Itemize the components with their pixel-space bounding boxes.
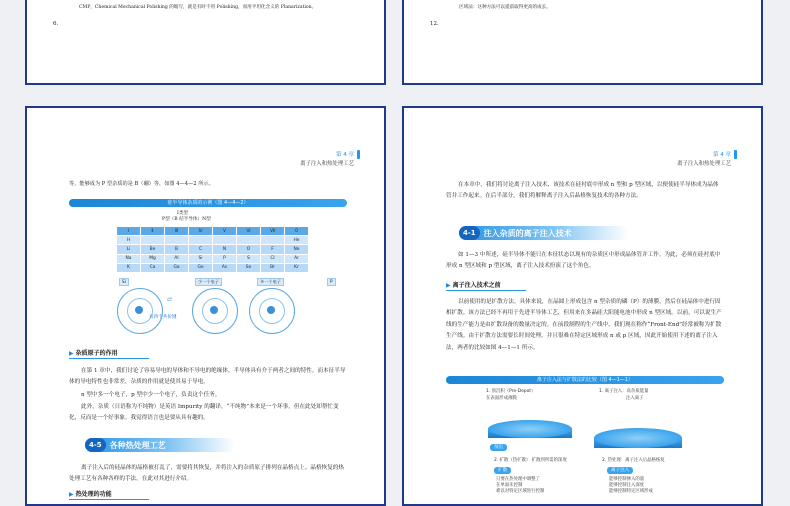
element-cell: Mg bbox=[141, 254, 165, 263]
element-cell: He bbox=[285, 236, 309, 245]
section-heading bbox=[85, 438, 235, 452]
element-cell: Li bbox=[117, 245, 141, 254]
element-cell: C bbox=[189, 245, 213, 254]
element-cell bbox=[261, 236, 285, 245]
figure-bullet: 能够控制掺入的量 bbox=[609, 477, 645, 482]
atom-label-hole: 少一个电子 bbox=[195, 278, 222, 286]
element-cell: Na bbox=[117, 254, 141, 263]
figure-bullet: 能够控制特定区域形成 bbox=[609, 489, 653, 494]
body-paragraph: 如 1—3 中所述，硅半导体不能只在本征状态以现有的杂质区中形成晶体管并工作。为此，必须在硅衬底中形成 n 型区域和 p 型区域，离子注入技术扮演了这个角色。 bbox=[446, 252, 721, 270]
group-header: Ⅳ bbox=[189, 227, 213, 236]
page-left bbox=[25, 106, 386, 506]
periodic-table bbox=[116, 226, 309, 273]
atom-nucleus bbox=[210, 306, 218, 314]
footnote-text: CMP，Chemical Mechanical Polishing 的缩写，就是有时不用 Polishing，而用平坦化含义的 Planarization。 bbox=[79, 5, 317, 10]
chapter-marker-icon bbox=[357, 150, 360, 159]
group-header: 0 bbox=[285, 227, 309, 236]
figure-label: 1. 离子注入：高杂质能量 bbox=[599, 389, 649, 394]
intro-text: 等，能够成为 P 型杂质的是 B（硼）等，如图 4—4—2 所示。 bbox=[69, 181, 214, 187]
element-cell: Al bbox=[165, 254, 189, 263]
element-cell: Ga bbox=[165, 263, 189, 272]
atom-label-si: Si bbox=[119, 278, 129, 286]
chapter-label: 第 4 章 bbox=[336, 152, 354, 158]
process-tag: 离子注入 bbox=[607, 467, 633, 474]
page-number: 12. bbox=[430, 21, 439, 27]
element-cell: N bbox=[213, 245, 237, 254]
periodic-table-row bbox=[117, 245, 309, 254]
figure-bullet: 在单面未控制 bbox=[496, 483, 523, 488]
figure-legend-top: Ⅰ类型 bbox=[177, 211, 189, 216]
section-title: 注入杂质的离子注入技术 bbox=[483, 228, 572, 238]
sub-heading bbox=[69, 489, 149, 500]
chapter-title: 离子注入和热处理工艺 bbox=[677, 161, 731, 167]
page-right bbox=[402, 106, 763, 506]
element-cell: Kr bbox=[285, 263, 309, 272]
atom-nucleus bbox=[135, 306, 143, 314]
heading-arrow-icon: ▶ bbox=[69, 350, 74, 357]
wafer-icon bbox=[488, 420, 572, 438]
sub-heading-text: 热处理的功能 bbox=[75, 491, 112, 498]
group-header: Ⅶ bbox=[261, 227, 285, 236]
element-cell: Si bbox=[189, 254, 213, 263]
element-cell: Br bbox=[261, 263, 285, 272]
chapter-marker-icon bbox=[734, 150, 737, 159]
figure-label: 2. 热处理：离子注入后晶格恢复 bbox=[602, 458, 665, 463]
body-paragraph: 此外，杂质（日语称为不纯物）是英语 Impurity 的翻译，“不纯物”本来是一个坏事，但在此处却帮忙变化，反而是一个好事象。我觉得语言也是要从具有趣的。 bbox=[69, 404, 339, 422]
sub-heading-text: 杂质原子的作用 bbox=[75, 350, 118, 357]
atom-label-extra: 多一个电子 bbox=[257, 278, 284, 286]
figure-bullet: 能够控制注入深度 bbox=[609, 483, 645, 488]
element-cell bbox=[141, 236, 165, 245]
page-top-right bbox=[402, 0, 763, 85]
atom-nucleus bbox=[267, 306, 275, 314]
process-tag: 预沉 bbox=[490, 444, 507, 451]
figure-label: 注入离子 bbox=[626, 396, 644, 401]
atom-caption: 有四个共价键 bbox=[149, 315, 177, 320]
element-cell: H bbox=[117, 236, 141, 245]
group-header: Ⅴ bbox=[213, 227, 237, 236]
periodic-table-row bbox=[117, 254, 309, 263]
element-cell: S bbox=[237, 254, 261, 263]
element-cell: F bbox=[261, 245, 285, 254]
group-header: Ⅵ bbox=[237, 227, 261, 236]
figure-title-bar: 硅半导体杂质的示例（图 4—4—2） bbox=[69, 199, 347, 207]
element-cell: Ne bbox=[285, 245, 309, 254]
group-header: Ⅰ bbox=[117, 227, 141, 236]
element-cell: K bbox=[117, 263, 141, 272]
element-cell: As bbox=[213, 263, 237, 272]
body-paragraph: 离子注入后的硅晶体的晶格被打乱了，需要将其恢复，并将注入的杂质原子排列在晶格点上。晶格恢复的热处理工艺有各种各样的手法，在此对其进行介绍。 bbox=[69, 465, 344, 483]
element-cell: Se bbox=[237, 263, 261, 272]
element-cell: Ge bbox=[189, 263, 213, 272]
process-tag: 扩散 bbox=[494, 467, 511, 474]
element-cell: Cl bbox=[261, 254, 285, 263]
body-paragraph: n 型中多一个电子，p 型中少一个电子，负责这个任务。 bbox=[81, 392, 221, 398]
footnote-text: 区域法：这种方法可以提前取得更高的成长。 bbox=[459, 5, 551, 10]
figure-bullet: 难以对特定区域进行控制 bbox=[496, 489, 545, 494]
section-heading bbox=[459, 226, 629, 240]
figure-label: 2. 扩散（热扩散） 扩散到所需的深度 bbox=[494, 458, 567, 463]
atom-connector-icon: ⇄ bbox=[167, 296, 173, 303]
wafer-icon bbox=[594, 428, 682, 448]
figure-bullet: 只要在热处理中调整了 bbox=[496, 477, 540, 482]
heading-arrow-icon: ▶ bbox=[69, 491, 74, 498]
figure-legend-sub: P型（B 结半导体）N型 bbox=[162, 217, 211, 222]
figure-title-bar: 离子注入法与扩散法的比较（图 4—1—1） bbox=[446, 376, 724, 384]
body-paragraph: 在第 1 章中，我们讨论了容易导电的导体和不导电的绝缘体，半导体具有介于两者之间的特性。而本征半导体的导电特性也非常差，杂质的作用就是使其易于导电。 bbox=[69, 368, 346, 386]
chapter-label: 第 4 章 bbox=[713, 152, 731, 158]
element-cell: P bbox=[213, 254, 237, 263]
heading-arrow-icon: ▶ bbox=[446, 282, 451, 289]
group-header: Ⅲ bbox=[165, 227, 189, 236]
page-number: 6. bbox=[53, 21, 59, 27]
chapter-title: 离子注入和热处理工艺 bbox=[300, 161, 354, 167]
element-cell bbox=[237, 236, 261, 245]
periodic-table-header bbox=[117, 227, 309, 236]
section-number: 4-1 bbox=[459, 226, 480, 240]
sub-heading bbox=[446, 280, 526, 291]
periodic-table-row bbox=[117, 263, 309, 272]
group-header: Ⅱ bbox=[141, 227, 165, 236]
periodic-table-row bbox=[117, 236, 309, 245]
element-cell: Ca bbox=[141, 263, 165, 272]
element-cell bbox=[165, 236, 189, 245]
sub-heading-text: 离子注入技术之前 bbox=[452, 282, 501, 289]
atom-label-p: P bbox=[327, 278, 336, 286]
body-paragraph: 在本章中，我们将讨论离子注入技术，该技术在硅衬底中形成 n 型和 p 型区域，以便使硅半导体成为晶体管并工作起来。在后半部分，我们将解释离子注入后晶格恢复技术的各种方法。 bbox=[446, 182, 719, 200]
section-number: 4-5 bbox=[85, 438, 106, 452]
sub-heading bbox=[69, 348, 149, 359]
body-paragraph: 以前使用的是扩散方法。具体来说，在晶圆上形成包含 n 型杂质的磷（P）的薄膜，然后在硅晶体中进行固相扩散。该方法已经不再用于先进半导体工艺，但用来在多晶硅大阳能电池中形成 n 型区域。以前，可以说生产线的生产能力是由扩散设备的数量决定的。在前段制程的生产线中，我们现在称作“Front-End”经常被称为扩散生产线。由于扩散方法需要长时间处理，并且很难在特定区域形成 n 或 p 区域，因此开始使用下述的离子注入法，两者的比较如图 4—1—1 所示。 bbox=[446, 299, 722, 351]
section-title: 各种热处理工艺 bbox=[109, 440, 166, 450]
element-cell bbox=[213, 236, 237, 245]
figure-label: 在表面形成薄膜 bbox=[486, 396, 517, 401]
figure-label: 1. 预沉积（Pre-Depot） bbox=[486, 389, 536, 394]
element-cell: O bbox=[237, 245, 261, 254]
element-cell: Ar bbox=[285, 254, 309, 263]
page-top-left bbox=[25, 0, 386, 85]
element-cell: B bbox=[165, 245, 189, 254]
element-cell bbox=[189, 236, 213, 245]
element-cell: Be bbox=[141, 245, 165, 254]
